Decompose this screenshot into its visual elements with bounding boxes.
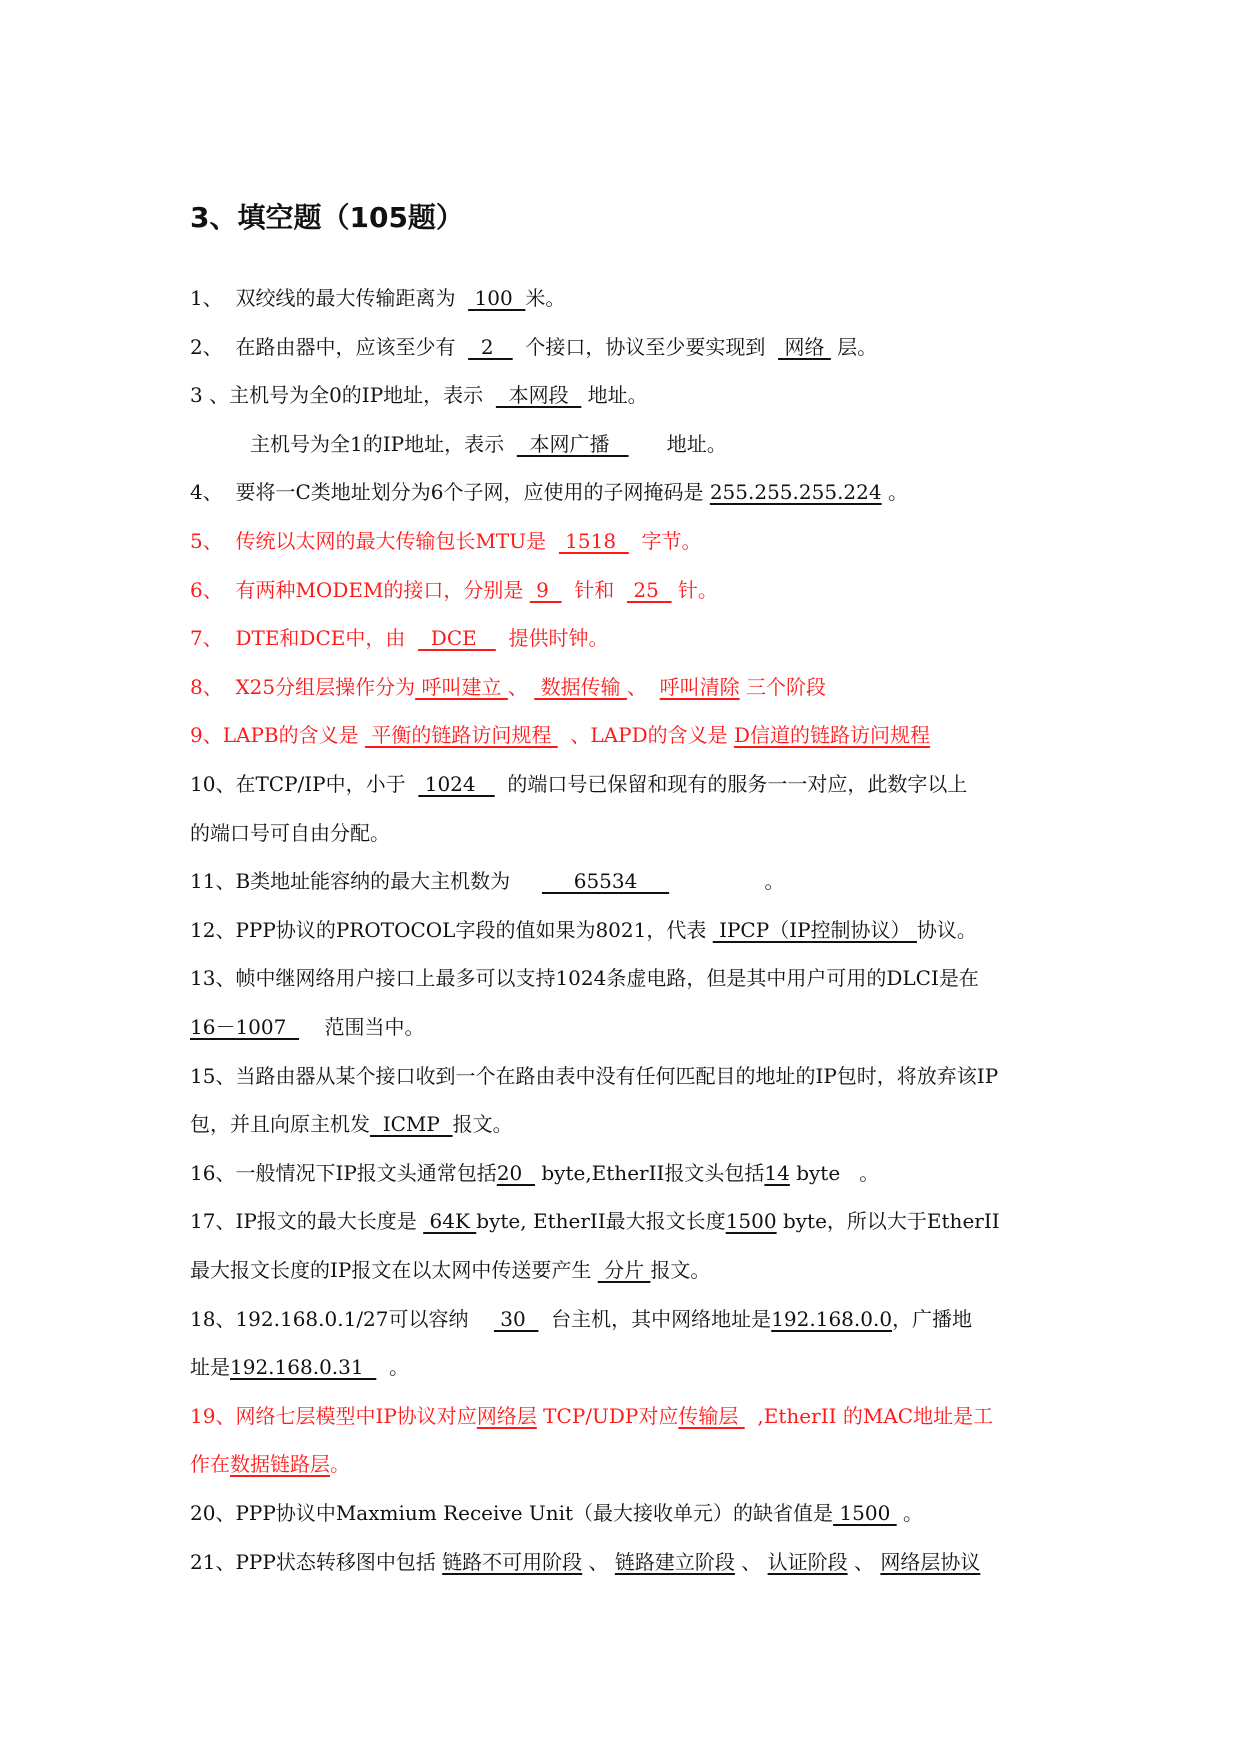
text-segment: 6、 有两种MODEM的接口，分别是	[190, 577, 530, 602]
text-segment: 包，并且向原主机发	[190, 1112, 370, 1137]
text-segment: 15、当路由器从某个接口收到一个在路由表中没有任何匹配目的地址的IP包时，将放弃该IP	[190, 1063, 999, 1088]
text-line	[190, 1499, 923, 1527]
text-line	[190, 770, 967, 798]
text-segment: byte, EtherII最大报文长度	[476, 1209, 726, 1234]
text-segment: 报文。	[650, 1258, 711, 1282]
answer-blank: 64K	[423, 1209, 477, 1234]
text-segment: 的端口号可自由分配。	[190, 820, 390, 845]
text-line	[190, 1402, 993, 1430]
text-segment: 9、LAPB的含义是	[190, 723, 365, 748]
text-line	[190, 284, 565, 312]
text-line	[250, 430, 727, 458]
text-segment: 提供时钟。	[495, 626, 609, 651]
text-segment: 字节。	[628, 529, 702, 553]
text-segment: 地址。	[628, 431, 727, 456]
text-segment: 个接口，协议至少要实现到	[512, 334, 779, 359]
answer-blank: 192.168.0.31	[230, 1355, 377, 1380]
answer-blank: ICMP	[370, 1112, 453, 1137]
text-segment: byte 。	[789, 1160, 880, 1185]
answer-blank: 链路不可用阶段	[442, 1549, 583, 1574]
text-segment: 。	[330, 1452, 350, 1477]
text-segment: 台主机，其中网络地址是	[538, 1306, 772, 1331]
text-line	[190, 527, 702, 555]
text-line	[190, 1256, 710, 1284]
text-segment: 19、网络七层模型中IP协议对应	[190, 1403, 477, 1428]
text-segment: 。	[896, 1501, 924, 1525]
answer-blank: 255.255.255.224	[709, 480, 882, 505]
answer-blank: 192.168.0.0	[771, 1306, 893, 1331]
text-segment: 。	[881, 480, 908, 505]
answer-blank: 呼叫清除	[659, 674, 740, 699]
text-line	[190, 964, 979, 992]
text-segment: 协议。	[916, 917, 977, 942]
text-line	[190, 1353, 409, 1381]
text-segment: 13、帧中继网络用户接口上最多可以支持1024条虚电路，但是其中用户可用的DLCI是在	[190, 966, 979, 991]
text-line	[190, 576, 718, 604]
text-segment: 8、 X25分组层操作分为	[190, 674, 416, 699]
text-segment: 12、PPP协议的PROTOCOL字段的值如果为8021，代表	[190, 917, 713, 942]
answer-blank: 数据链路层	[230, 1452, 330, 1477]
text-line	[190, 819, 390, 847]
answer-blank: D信道的链路访问规程	[733, 723, 931, 748]
answer-blank: 认证阶段	[767, 1549, 848, 1574]
text-segment: 米。	[525, 286, 566, 310]
answer-blank: 链路建立阶段	[614, 1549, 735, 1574]
answer-blank: IPCP（IP控制协议）	[712, 917, 917, 942]
answer-blank: 1518	[558, 529, 629, 553]
text-segment: 作在	[190, 1452, 230, 1477]
answer-blank: 9	[529, 577, 562, 602]
text-segment: 17、IP报文的最大长度是	[190, 1209, 424, 1234]
text-segment: 5、 传统以太网的最大传输包长MTU是	[190, 529, 559, 553]
text-segment: 、	[734, 1549, 768, 1574]
answer-blank: 14	[764, 1160, 790, 1185]
text-segment: 、	[626, 674, 660, 699]
answer-blank: 1024	[418, 772, 495, 796]
text-line	[190, 624, 609, 652]
text-line	[190, 1110, 513, 1138]
text-segment: 10、在TCP/IP中，小于	[190, 772, 419, 796]
answer-blank: 本网广播	[516, 431, 629, 456]
answer-blank: 1500	[725, 1209, 777, 1234]
answer-blank: 2	[468, 334, 513, 359]
text-line	[190, 1450, 350, 1478]
text-line	[190, 673, 826, 701]
answer-blank: 传输层	[678, 1403, 745, 1428]
text-segment: 址是	[190, 1355, 230, 1380]
text-segment: 2、 在路由器中，应该至少有	[190, 334, 469, 359]
text-segment: 18、192.168.0.1/27可以容纳	[190, 1306, 494, 1331]
text-segment: 7、 DTE和DCE中，由	[190, 626, 419, 651]
text-line	[190, 1207, 1000, 1235]
text-segment: 、LAPD的含义是	[557, 723, 734, 748]
answer-blank: 1500	[833, 1501, 897, 1525]
text-line	[190, 1062, 998, 1090]
text-segment: 21、PPP状态转移图中包括	[190, 1549, 443, 1574]
text-segment: ，广播地	[892, 1306, 973, 1331]
answer-blank: 分片	[597, 1258, 651, 1282]
text-line	[190, 1013, 425, 1041]
text-line	[190, 916, 977, 944]
text-segment: 11、B类地址能容纳的最大主机数为	[190, 869, 542, 894]
answer-blank: 网络	[778, 334, 831, 359]
text-segment: 层。	[830, 334, 878, 359]
text-line	[190, 721, 930, 749]
text-segment: 地址。	[581, 383, 648, 408]
text-segment: ,EtherII 的MAC地址是工	[744, 1403, 994, 1428]
answer-blank: DCE	[418, 626, 496, 651]
text-segment: 、	[847, 1549, 881, 1574]
text-segment: 最大报文长度的IP报文在以太网中传送要产生	[190, 1258, 598, 1282]
text-line	[190, 1159, 879, 1187]
text-segment: byte,EtherII报文头包括	[534, 1160, 765, 1185]
text-line	[190, 1548, 980, 1576]
text-segment: 4、 要将一C类地址划分为6个子网，应使用的子网掩码是	[190, 480, 710, 505]
answer-blank: 网络层协议	[880, 1549, 981, 1574]
answer-blank: 网络层	[476, 1403, 537, 1428]
section-title: 3、填空题（105题）	[190, 201, 464, 234]
text-segment: 、	[582, 1549, 615, 1574]
text-segment: 3 、主机号为全0的IP地址，表示	[190, 383, 496, 408]
text-line	[190, 478, 908, 506]
text-segment: 的端口号已保留和现有的服务一一对应，此数字以上	[494, 772, 968, 796]
text-line	[190, 1305, 972, 1333]
text-segment: 针和	[561, 577, 628, 602]
answer-blank: 100	[468, 286, 526, 310]
text-segment: 1、 双绞线的最大传输距离为	[190, 286, 469, 310]
answer-blank: 本网段	[495, 383, 582, 408]
text-segment: byte，所以大于EtherII	[776, 1209, 1000, 1234]
answer-blank: 25	[627, 577, 672, 602]
text-line	[190, 333, 877, 361]
text-segment: 报文。	[452, 1112, 513, 1137]
text-segment: TCP/UDP对应	[536, 1403, 679, 1428]
text-line	[190, 867, 785, 895]
text-segment: 针。	[671, 577, 718, 602]
answer-blank: 30	[493, 1306, 539, 1331]
answer-blank: 呼叫建立	[415, 674, 508, 699]
text-segment: 20、PPP协议中Maxmium Receive Unit（最大接收单元）的缺省值是	[190, 1501, 834, 1525]
text-segment: 范围当中。	[299, 1015, 425, 1039]
text-segment: 16、一般情况下IP报文头通常包括	[190, 1160, 497, 1185]
text-segment: 。	[669, 869, 785, 894]
text-segment: 主机号为全1的IP地址，表示	[250, 431, 517, 456]
answer-blank: 20	[496, 1160, 535, 1185]
text-segment: 三个阶段	[739, 674, 827, 699]
text-segment: 。	[376, 1355, 410, 1380]
answer-blank: 65534	[541, 869, 670, 894]
answer-blank: 平衡的链路访问规程	[364, 723, 558, 748]
answer-blank: 16－1007	[190, 1015, 300, 1039]
text-line	[190, 381, 648, 409]
answer-blank: 数据传输	[534, 674, 627, 699]
text-segment: 、	[507, 674, 535, 699]
